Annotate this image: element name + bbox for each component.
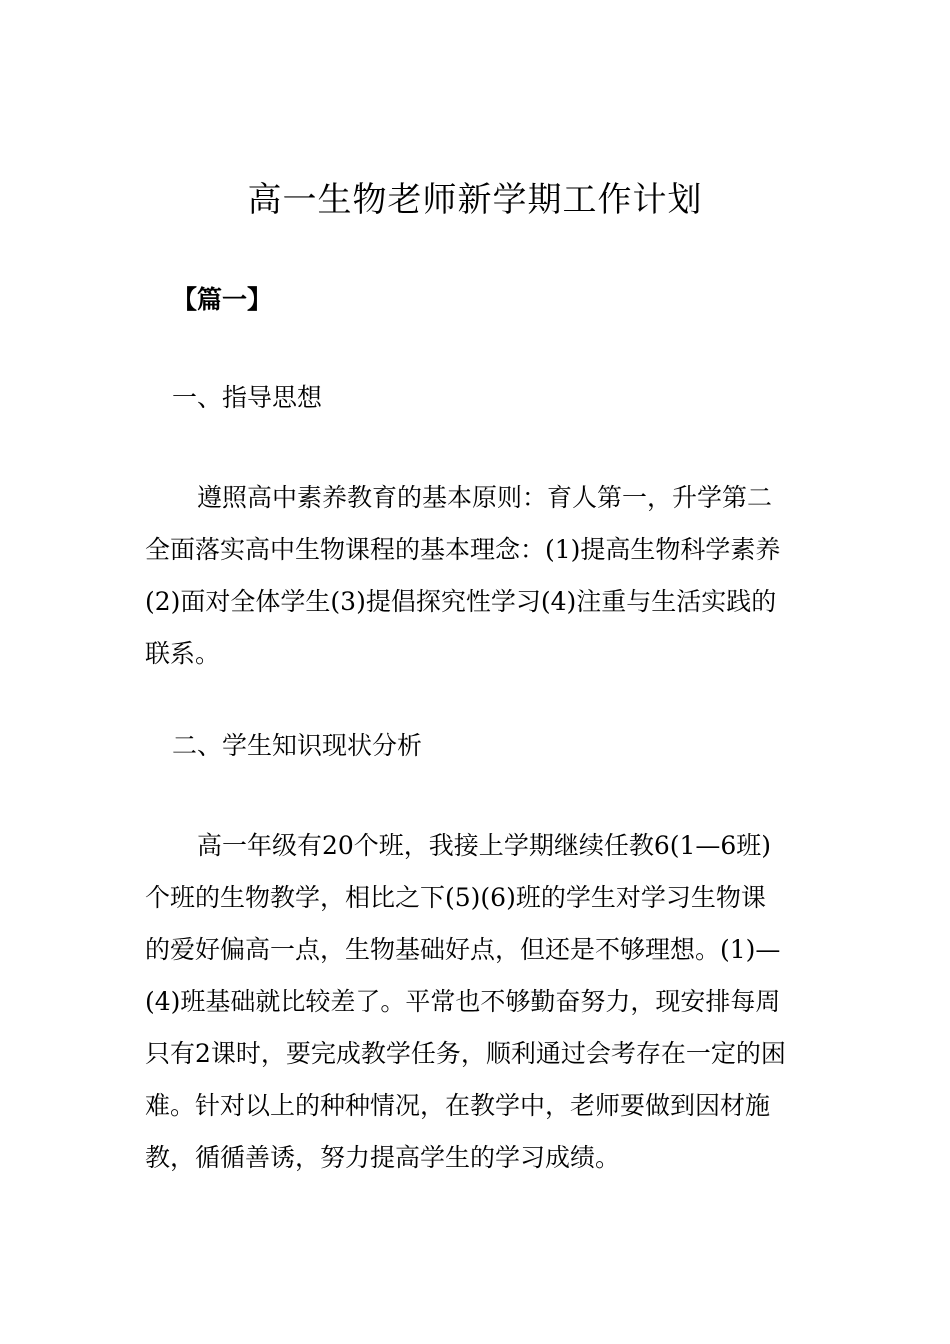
paragraph-line: 个班的生物教学，相比之下(5)(6)班的学生对学习生物课	[145, 883, 766, 912]
paragraph-line: 的爱好偏高一点，生物基础好点，但还是不够理想。(1)—	[145, 935, 781, 964]
paragraph-line: 只有2课时，要完成教学任务，顺利通过会考存在一定的困	[145, 1039, 786, 1068]
section-heading-guiding-ideology: 一、指导思想	[172, 383, 323, 412]
paragraph-line: 难。针对以上的种种情况，在教学中，老师要做到因材施	[145, 1091, 771, 1120]
paragraph-line: 高一年级有20个班，我接上学期继续任教6(1—6班)	[197, 831, 772, 860]
paragraph-line: 教，循循善诱，努力提高学生的学习成绩。	[145, 1143, 621, 1172]
paragraph-line: (4)班基础就比较差了。平常也不够勤奋努力，现安排每周	[145, 987, 781, 1016]
paragraph-line: 全面落实高中生物课程的基本理念：(1)提高生物科学素养	[145, 535, 781, 564]
paragraph-student-analysis	[145, 820, 810, 1184]
part-label: 【篇一】	[172, 285, 273, 314]
document-title: 高一生物老师新学期工作计划	[247, 180, 703, 220]
section-heading-student-analysis: 二、学生知识现状分析	[172, 731, 423, 760]
paragraph-guiding-ideology	[145, 472, 810, 680]
paragraph-line: 联系。	[145, 639, 221, 668]
paragraph-line: (2)面对全体学生(3)提倡探究性学习(4)注重与生活实践的	[145, 587, 777, 616]
paragraph-line: 遵照高中素养教育的基本原则：育人第一，升学第二	[197, 483, 773, 512]
